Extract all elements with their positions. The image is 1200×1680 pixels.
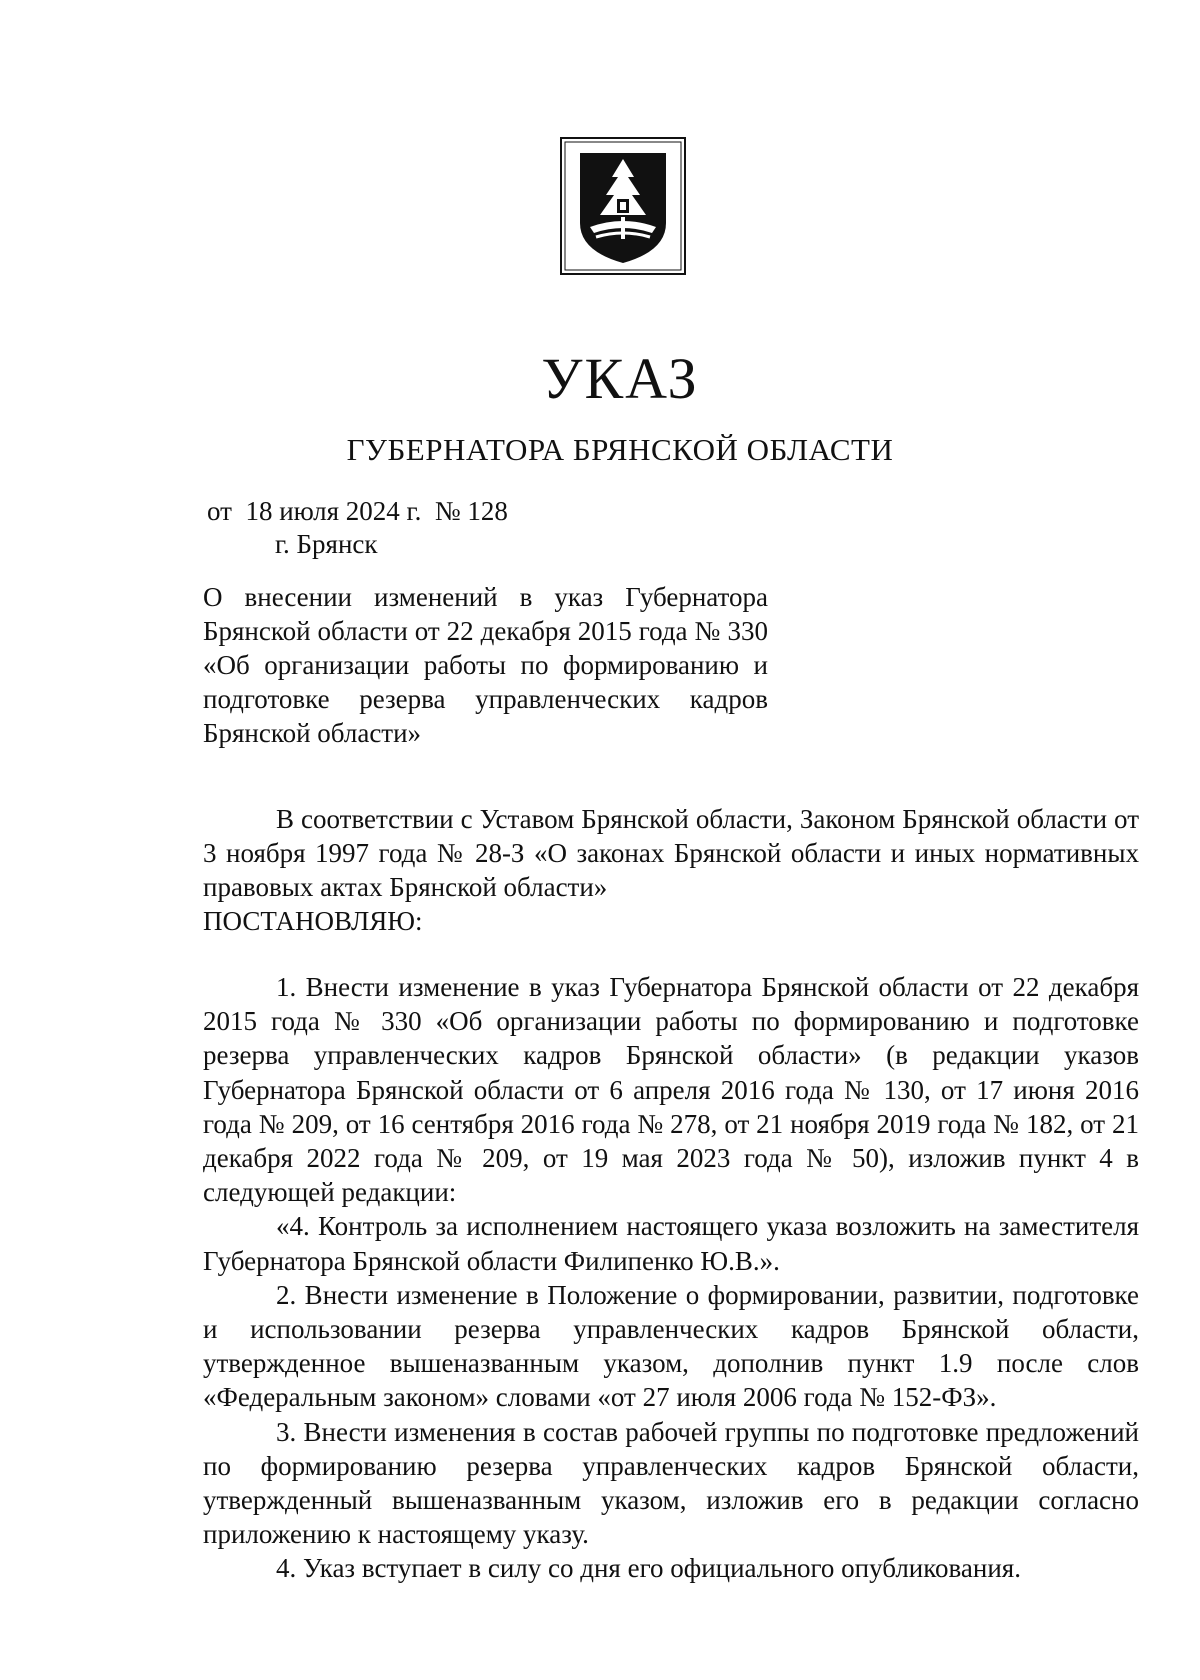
decree-word: ПОСТАНОВЛЯЮ: [203,906,423,936]
preamble-text: В соответствии с Уставом Брянской области, Законом Брянской области от 3 ноября 1997 года № 28-З «О законах Брянской области и иных нормативных правовых актах Брянской области» [203,804,1139,902]
document-city: г. Брянск [275,529,378,559]
paragraph-1: 1. Внести изменение в указ Губернатора Брянской области от 22 декабря 2015 года № 330 «Об организации работы по формированию и подготовке резерва управленческих кадров Брянской области» (в редакции указов Губернатора Брянской области от 6 апреля 2016 года № 130, от 17 июня 2016 года № 209, от 16 сентября 2016 года № 278, от 21 ноября 2019 года № 182, от 21 декабря 2022 года № 209, от 19 мая 2023 года № 50), изложив пункт 4 в следующей редакции: [203,972,1139,1208]
document-subtitle: ГУБЕРНАТОРА БРЯНСКОЙ ОБЛАСТИ [346,432,894,467]
paragraph-2: 2. Внести изменение в Положение о формировании, развитии, подготовке и использовании резерва управленческих кадров Брянской области, утвержденное вышеназванным указом, дополнив пункт 1.9 после слов «Федеральным законом» словами «от 27 июля 2006 года № 152-ФЗ». [203,1279,1139,1413]
decree-body [203,970,1139,1586]
paragraph-3: 3. Внести изменения в состав рабочей группы по подготовке предложений по формированию резерва управленческих кадров Брянской области, утвержденный вышеназванным указом, изложив его в редакции согласно приложению к настоящему указу. [203,1416,1139,1550]
document-date-number: от 18 июля 2024 г. № 128 [207,496,508,526]
document-title: УКАЗ [541,346,699,411]
preamble [203,802,1139,904]
paragraph-1-quote: «4. Контроль за исполнением настоящего указа возложить на заместителя Губернатора Брянской области Филипенко Ю.В.». [203,1211,1139,1276]
paragraph-4: 4. Указ вступает в силу со дня его официального опубликования. [276,1553,1021,1584]
coat-of-arms-icon [560,137,686,275]
document-topic: О внесении изменений в указ Губернатора Брянской области от 22 декабря 2015 года № 330 «Об организации работы по формированию и подготовке резерва управленческих кадров Брянской области» [203,582,768,748]
